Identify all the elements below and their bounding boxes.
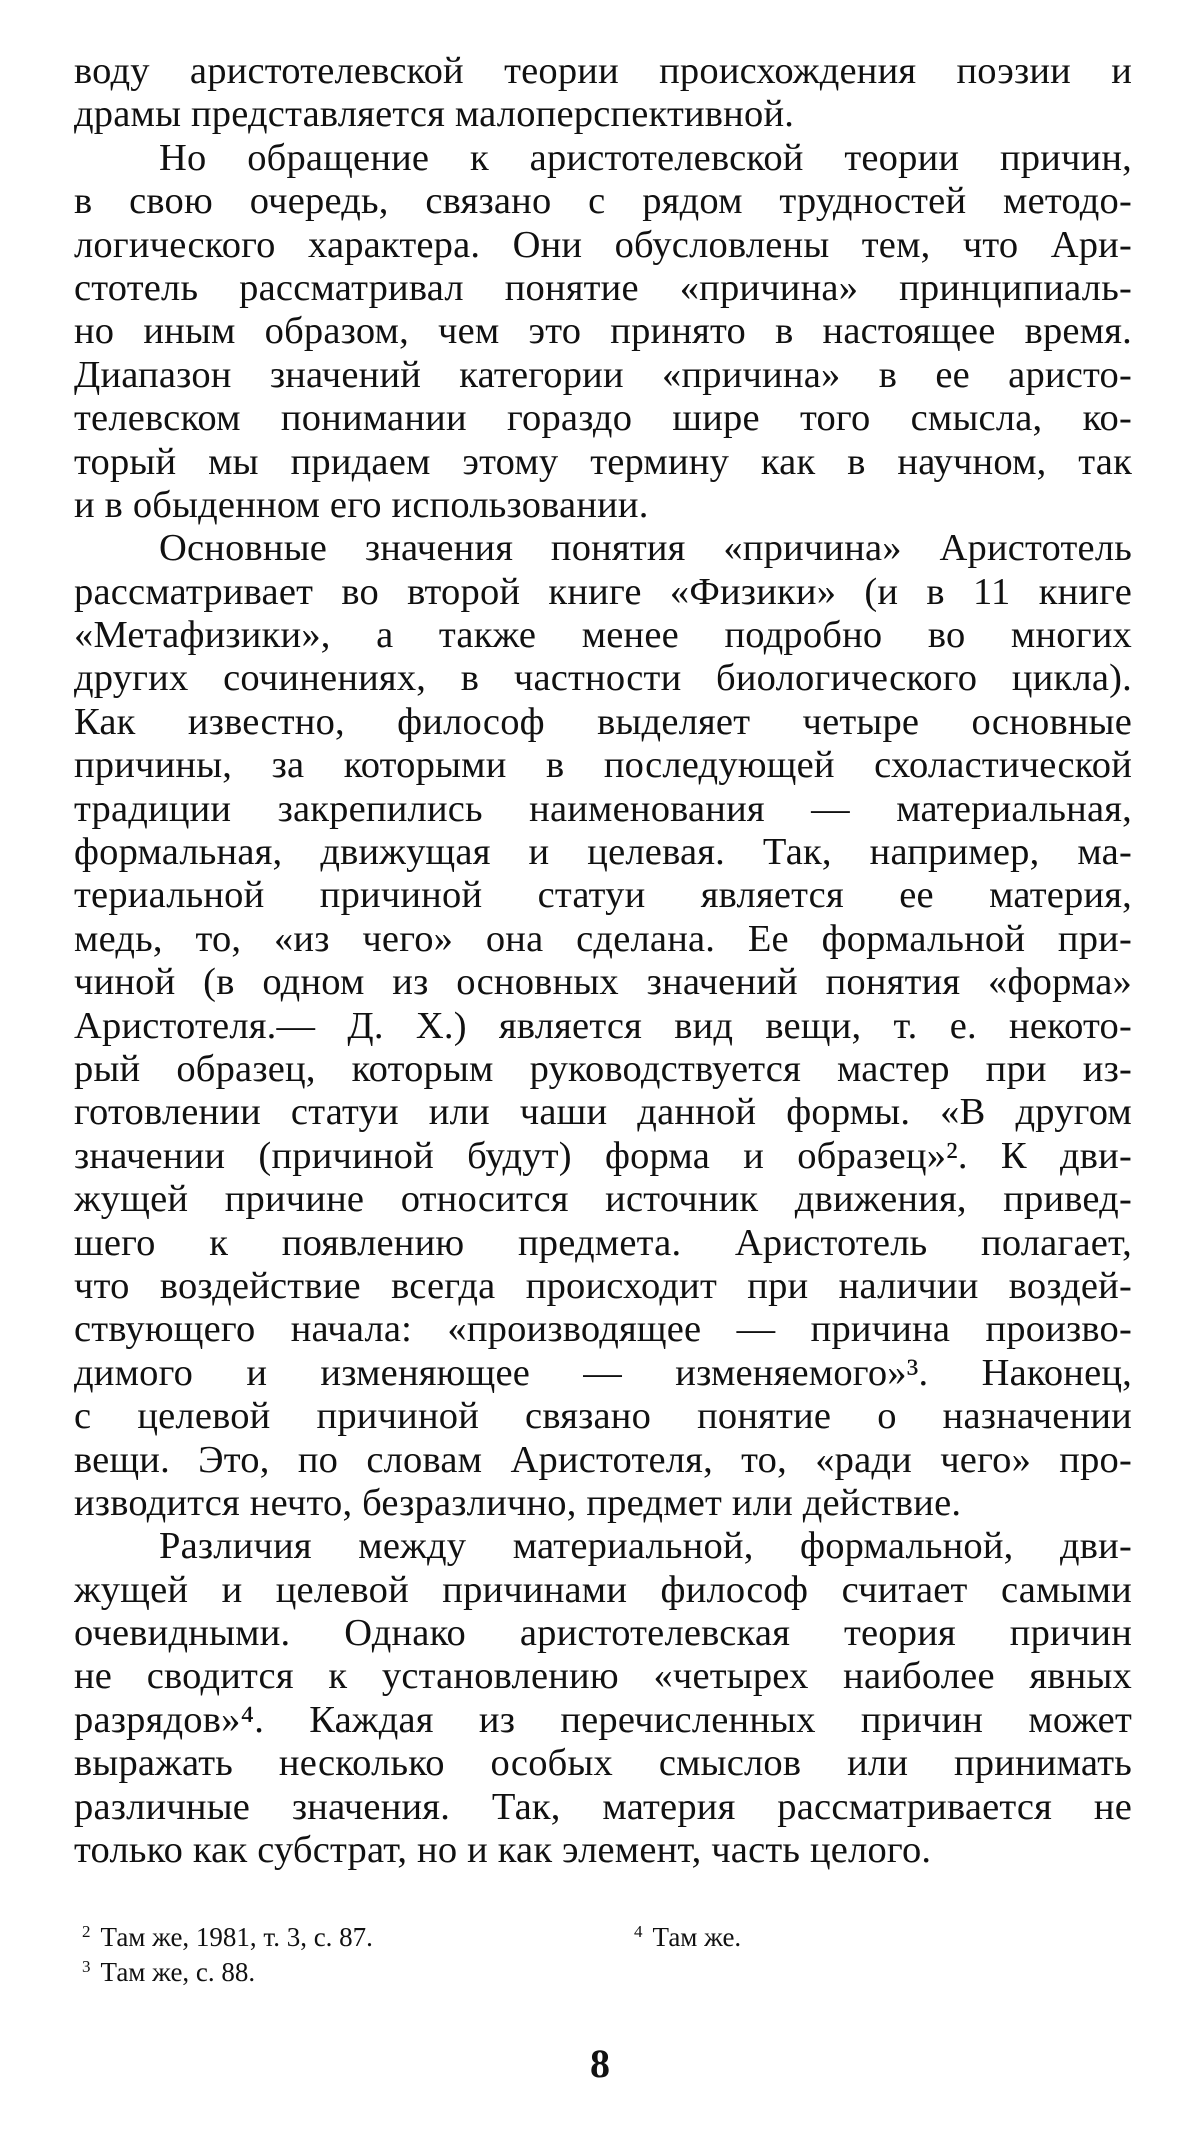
text-line: разрядов»⁴. Каждая из перечисленных причин может bbox=[74, 1698, 1132, 1741]
text-line: торый мы придаем этому термину как в научном, так bbox=[74, 440, 1132, 483]
text-line: логического характера. Они обусловлены тем, что Ари- bbox=[74, 223, 1132, 266]
text-line: воду аристотелевской теории происхождения поэзии и bbox=[74, 50, 1132, 92]
text-line: других сочинениях, в частности биологического цикла). bbox=[74, 657, 1132, 700]
paragraph bbox=[74, 50, 1132, 137]
text-line: Как известно, философ выделяет четыре основные bbox=[74, 700, 1132, 743]
paragraph bbox=[74, 527, 1132, 1525]
footnote-mark: 3 bbox=[82, 1957, 91, 1976]
text-line: но иным образом, чем это принято в настоящее время. bbox=[74, 310, 1132, 353]
footnote-text: Там же, 1981, т. 3, с. 87. bbox=[100, 1922, 373, 1952]
text-line: не сводится к установлению «четырех наиболее явных bbox=[74, 1655, 1132, 1698]
text-line: рассматривает во второй книге «Физики» (и в 11 книге bbox=[74, 570, 1132, 613]
text-line: различные значения. Так, материя рассматривается не bbox=[74, 1785, 1132, 1828]
text-line: димого и изменяющее — изменяемого»³. Наконец, bbox=[74, 1351, 1132, 1394]
text-line: Диапазон значений категории «причина» в ее аристо- bbox=[74, 353, 1132, 396]
footnotes-left bbox=[82, 1915, 373, 1985]
text-line: очевидными. Однако аристотелевская теория причин bbox=[74, 1612, 1132, 1655]
page-number: 8 bbox=[590, 2041, 610, 2086]
text-line: только как субстрат, но и как элемент, часть целого. bbox=[74, 1829, 932, 1872]
footnotes-right bbox=[634, 1915, 741, 1950]
text-line: Основные значения понятия «причина» Аристотель bbox=[159, 527, 1132, 570]
text-line: что воздействие всегда происходит при наличии воздей- bbox=[74, 1264, 1132, 1307]
text-line: формальная, движущая и целевая. Так, например, ма- bbox=[74, 831, 1132, 874]
text-line: причины, за которыми в последующей схоластической bbox=[74, 744, 1132, 787]
footnote-mark: 2 bbox=[82, 1922, 91, 1941]
footnote-text: Там же, с. 88. bbox=[100, 1957, 256, 1987]
text-line: жущей причине относится источник движения, привед- bbox=[74, 1178, 1132, 1221]
footnote-2 bbox=[82, 1915, 373, 1950]
paragraph bbox=[74, 1525, 1132, 1872]
text-line: драмы представляется малоперспективной. bbox=[74, 93, 795, 136]
text-line: телевском понимании гораздо шире того смысла, ко- bbox=[74, 397, 1132, 440]
text-line: стотель рассматривал понятие «причина» принципиаль- bbox=[74, 266, 1132, 309]
text-line: изводится нечто, безразлично, предмет или действие. bbox=[74, 1481, 962, 1524]
footnote-mark: 4 bbox=[634, 1922, 643, 1941]
text-line: чиной (в одном из основных значений понятия «форма» bbox=[74, 961, 1132, 1004]
text-line: Но обращение к аристотелевской теории причин, bbox=[159, 136, 1132, 179]
text-line: с целевой причиной связано понятие о назначении bbox=[74, 1395, 1132, 1438]
paragraph bbox=[74, 137, 1132, 528]
text-line: готовлении статуи или чаши данной формы. «В другом bbox=[74, 1091, 1132, 1134]
footnote-text: Там же. bbox=[652, 1922, 742, 1952]
text-line: значении (причиной будут) форма и образец»². К дви- bbox=[74, 1134, 1132, 1177]
text-line: выражать несколько особых смыслов или принимать bbox=[74, 1742, 1132, 1785]
text-line: традиции закрепились наименования — материальная, bbox=[74, 787, 1132, 830]
text-line: Различия между материальной, формальной, дви- bbox=[159, 1525, 1132, 1568]
text-line: и в обыденном его использовании. bbox=[74, 483, 649, 526]
text-line: териальной причиной статуи является ее материя, bbox=[74, 874, 1132, 917]
text-line: Аристотеля.— Д. Х.) является вид вещи, т. е. некото- bbox=[74, 1004, 1132, 1047]
text-line: в свою очередь, связано с рядом трудностей методо- bbox=[74, 180, 1132, 223]
text-line: медь, то, «из чего» она сделана. Ее формальной при- bbox=[74, 917, 1132, 960]
footnote-3 bbox=[82, 1950, 373, 1985]
text-line: вещи. Это, по словам Аристотеля, то, «ради чего» про- bbox=[74, 1438, 1132, 1481]
text-line: «Метафизики», а также менее подробно во многих bbox=[74, 614, 1132, 657]
text-line: жущей и целевой причинами философ считает самыми bbox=[74, 1568, 1132, 1611]
footnote-4 bbox=[634, 1915, 741, 1950]
page-body bbox=[74, 50, 1132, 1872]
text-line: рый образец, которым руководствуется мастер при из- bbox=[74, 1047, 1132, 1090]
text-line: шего к появлению предмета. Аристотель полагает, bbox=[74, 1221, 1132, 1264]
text-line: ствующего начала: «производящее — причина произво- bbox=[74, 1308, 1132, 1351]
